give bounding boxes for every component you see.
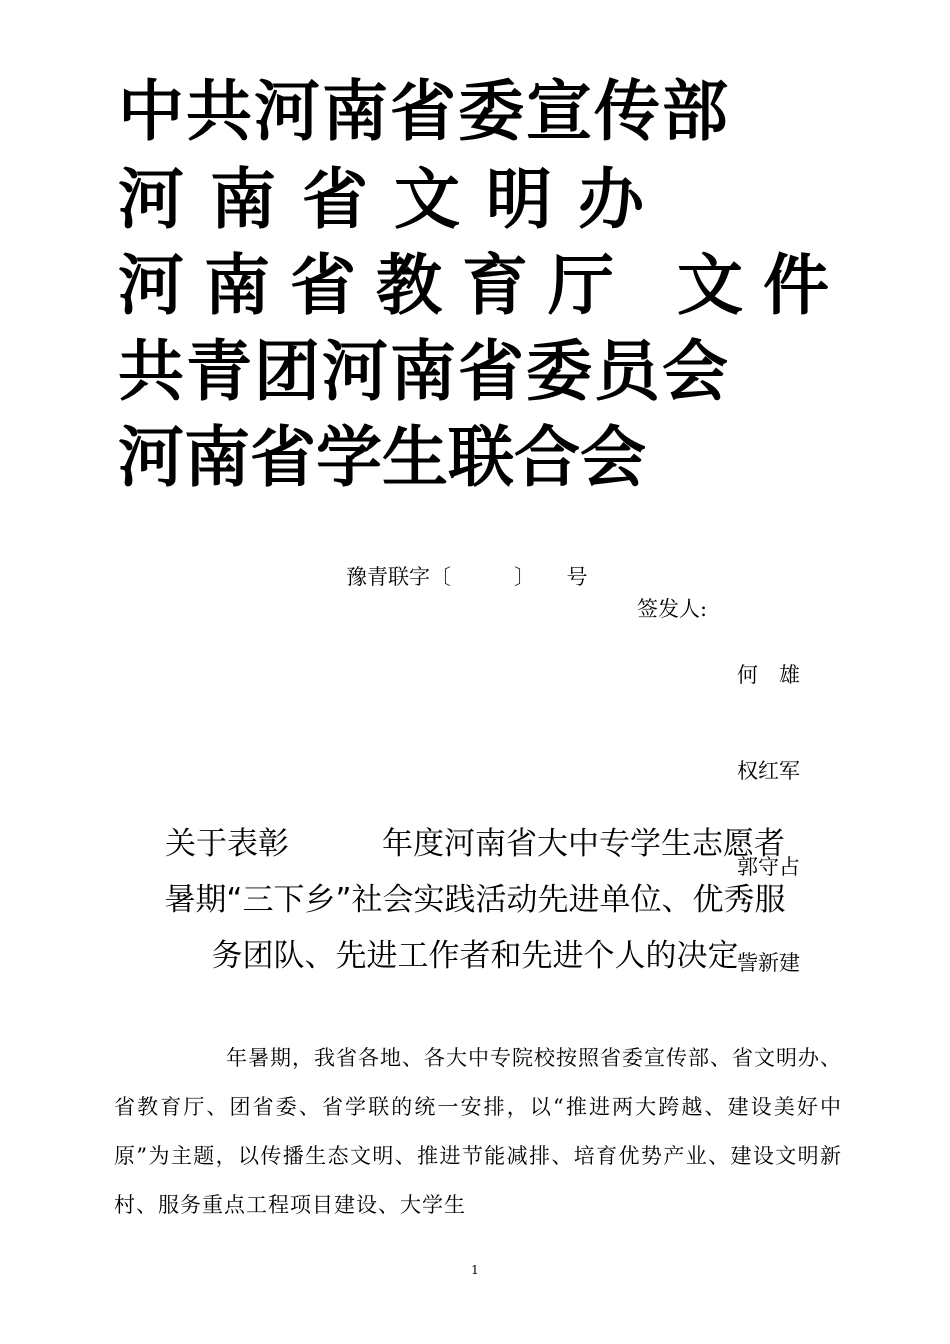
document-number: 豫青联字〔 〕 号 xyxy=(346,565,588,589)
header-line-student-federation: 河南省学生联合会 xyxy=(118,419,646,496)
body-paragraph: 年暑期，我省各地、各大中专院校按照省委宣传部、省文明办、省教育厅、团省委、省学联的统一安排，以“推进两大跨越、建设美好中原”为主题，以传播生态文明、推进节能减排、培育优势产业、建设文明新村、服务重点工程项目建设、大学生 xyxy=(114,1046,842,1217)
header-line-youth-league: 共青团河南省委员会 xyxy=(118,333,730,410)
document-title-line: 关于表彰 年度河南省大中专学生志愿者 xyxy=(165,826,785,862)
header-line-propaganda-dept: 中共河南省委宣传部 xyxy=(118,73,730,150)
document-title-line: 暑期“三下乡”社会实践活动先进单位、优秀服 xyxy=(164,882,786,918)
page-number: 1 xyxy=(471,1263,479,1277)
signer-name: 訾新建 xyxy=(737,951,800,975)
signer-name: 何 雄 xyxy=(737,663,800,687)
signer-name: 权红军 xyxy=(737,759,800,783)
document-title-line: 务团队、先进工作者和先进个人的决定 xyxy=(211,938,739,974)
header-line-civilization-office: 河南省文明办 xyxy=(118,161,670,238)
header-line-education-dept: 河南省教育厅 文件 xyxy=(118,247,849,324)
document-title xyxy=(100,816,850,984)
signer-name: 郭守占 xyxy=(737,855,800,879)
signer-label: 签发人: xyxy=(637,597,708,621)
